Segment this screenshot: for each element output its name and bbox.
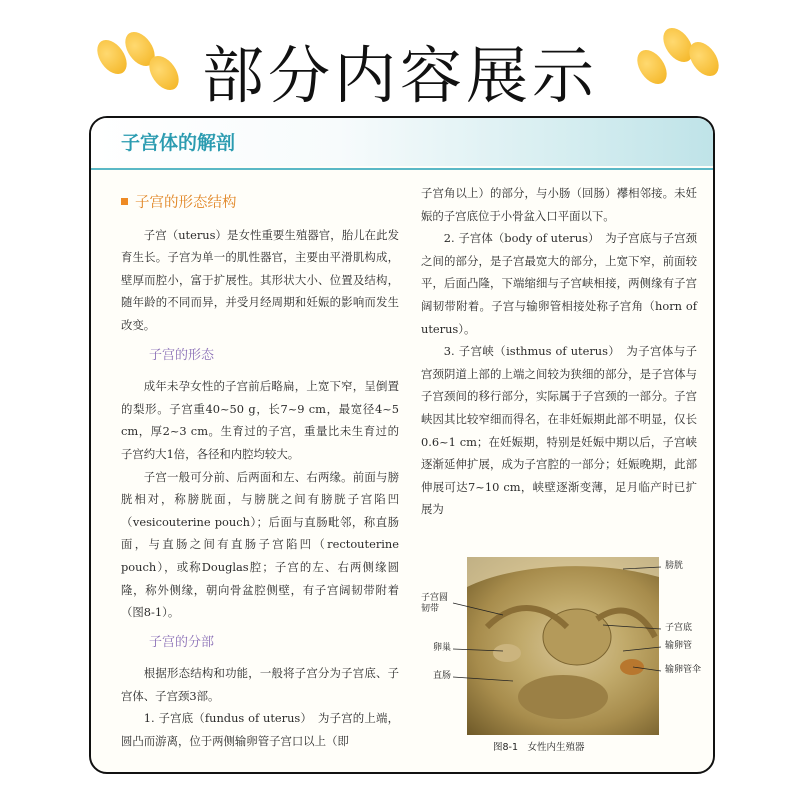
label-fundus: 子宫底	[665, 623, 693, 633]
intro-paragraph: 子宫（uterus）是女性重要生殖器官，胎儿在此发育生长。子宫为单一的肌性器官，主要由平滑肌构成，壁厚而腔小，富于扩展性。其形状大小、位置及结构，随年龄的不同而异，并受月经周期和妊娠的影响而发生改变。	[121, 227, 399, 332]
label-leader-lines	[393, 555, 713, 739]
parts-paragraph-1: 根据形态结构和功能，一般将子宫分为子宫底、子宫体、子宫颈3部。	[121, 666, 399, 703]
label-round-ligament: 子宫圆 韧带	[421, 593, 449, 614]
figure-8-1	[393, 555, 713, 755]
label-bladder: 膀胱	[665, 561, 684, 571]
label-rectum: 直肠	[433, 671, 452, 681]
shape-paragraph-2: 子宫一般可分前、后两面和左、右两缘。前面与膀胱相对，称膀胱面，与膀胱之间有膀胱子宫陷凹（vesicouterine pouch）；后面与直肠毗邻，称直肠面，与直肠之间有直肠子宫陷凹（rectouterine pouch），或称Douglas腔；子宫的左、右两侧缘圆隆，称外侧缘，朝向骨盆腔侧壁，有子宫阔韧带附着（图8-1）。	[121, 469, 399, 620]
subheading-parts: 子宫的分部	[149, 634, 215, 650]
page-title: 子宫体的解剖	[121, 132, 236, 154]
page-preview-frame	[89, 116, 715, 774]
shape-paragraph-1: 成年未孕女性的子宫前后略扁，上宽下窄，呈倒置的梨形。子宫重40~50 g，长7~9 cm，最宽径4~5 cm，厚2~3 cm。生育过的子宫，重量比未生育过的子宫约大1倍，各径和内腔均较大。	[121, 379, 399, 461]
left-column	[121, 188, 399, 753]
figure-caption: 图8-1 女性内生殖器	[493, 742, 585, 753]
right-column	[421, 182, 697, 521]
bullet-square-icon	[121, 198, 128, 205]
section-heading: 子宫的形态结构	[121, 188, 399, 215]
subheading-shape: 子宫的形态	[149, 347, 215, 363]
label-fimbria: 输卵管伞	[665, 665, 702, 675]
label-ovary: 卵巢	[433, 643, 452, 653]
right-paragraph-2: 2. 子宫体（body of uterus） 为子宫底与子宫颈之间的部分，是子宫最宽大的部分，上宽下窄，前面较平，后面凸隆，下端缩细与子宫峡相接，两侧缘有子宫阔韧带附着。子宫与输卵管相接处称子宫角（horn of uterus）。	[421, 231, 697, 336]
parts-paragraph-2: 1. 子宫底（fundus of uterus） 为子宫的上端，圆凸而游离，位于两侧输卵管子宫口以上（即	[121, 711, 399, 749]
right-paragraph-1: 子宫角以上）的部分，与小肠（回肠）襻相邻接。未妊娠的子宫底位于小骨盆入口平面以下。	[421, 186, 697, 223]
title-bar	[91, 118, 713, 166]
label-tube: 输卵管	[665, 641, 693, 651]
title-rule	[91, 168, 713, 170]
header-title: 部分内容展示	[201, 39, 598, 112]
right-paragraph-3: 3. 子宫峡（isthmus of uterus） 为子宫体与子宫颈阴道上部的上端之间较为狭细的部分，是子宫体与子宫颈间的移行部分，实际属于子宫颈的一部分。子宫峡因其比较窄细而得名，在非妊娠期此部不明显，仅长0.6~1 cm；在妊娠期，特别是妊娠中期以后，子宫峡逐渐延伸扩展，成为子宫腔的一部分；妊娠晚期，此部伸展可达7~10 cm，峡壁逐渐变薄，足月临产时已扩展为	[421, 344, 697, 517]
